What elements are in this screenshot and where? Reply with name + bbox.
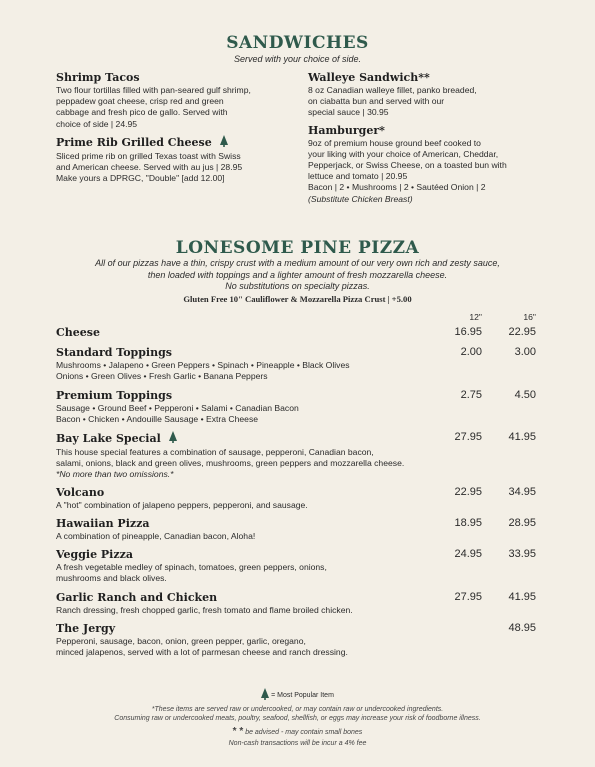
item-name: Hawaiian Pizza xyxy=(56,517,150,530)
price-16: 4.50 xyxy=(514,389,536,401)
pizza-item-cheese xyxy=(56,326,536,340)
pine-tree-icon xyxy=(261,688,269,702)
item-name: Cheese xyxy=(56,326,100,339)
item-desc-line: Sausage • Ground Beef • Pepperoni • Salami • Canadian Bacon xyxy=(56,403,299,413)
pizza-item-the-jergy xyxy=(56,622,536,658)
item-desc-line: Bacon | 2 • Mushrooms | 2 • Sautéed Onion | 2 xyxy=(308,182,486,193)
item-desc-line: Bacon • Chicken • Andouille Sausage • Extra Cheese xyxy=(56,414,259,425)
double-star: * * xyxy=(232,726,244,737)
bones-warning xyxy=(0,727,595,737)
price-12: 2.00 xyxy=(460,346,482,358)
item-desc-line: Mushrooms • Jalapeno • Green Peppers • Spinach • Pineapple • Black Olives xyxy=(56,360,350,370)
price-12: 22.95 xyxy=(454,486,482,498)
item-name: Shrimp Tacos xyxy=(56,71,140,84)
item-desc-line: Ranch dressing, fresh chopped garlic, fresh tomato and flame broiled chicken. xyxy=(56,605,353,615)
pizza-item-volcano xyxy=(56,486,536,511)
menu-item-hamburger xyxy=(308,124,558,205)
pizza-intro-line: No substitutions on specialty pizzas. xyxy=(225,281,370,291)
menu-item-shrimp-tacos xyxy=(56,71,296,130)
price-12: 27.95 xyxy=(454,591,482,603)
item-name: Hamburger* xyxy=(308,123,385,137)
item-name: Garlic Ranch and Chicken xyxy=(56,591,218,604)
gluten-free-note: Gluten Free 10" Cauliflower & Mozzarella Pizza Crust | +5.00 xyxy=(183,294,412,304)
price-16: 3.00 xyxy=(514,346,536,358)
item-desc-line: Make yours a DPRGC, "Double" [add 12.00] xyxy=(56,173,225,184)
item-desc-line: choice of side | 24.95 xyxy=(56,118,138,129)
item-name: Bay Lake Special xyxy=(56,432,161,445)
item-name: Walleye Sandwich** xyxy=(308,71,430,84)
price-16: 28.95 xyxy=(508,517,536,529)
item-desc-line: Pepperjack, or Swiss Cheese, on a toasted bun with xyxy=(308,160,507,171)
item-note: (Substitute Chicken Breast) xyxy=(308,193,413,204)
sandwiches-title: SANDWICHES xyxy=(226,33,369,53)
pizza-intro-line: then loaded with toppings and a lighter amount of fresh mozzarella cheese. xyxy=(147,269,448,280)
pizza-item-veggie xyxy=(56,548,536,584)
size-12-label: 12" xyxy=(469,312,482,322)
item-desc-line: A fresh vegetable medley of spinach, tomatoes, green peppers, onions, xyxy=(56,562,327,572)
item-desc-line: cabbage and fresh pico de gallo. Served with xyxy=(56,107,228,118)
pizza-item-garlic-ranch-chicken xyxy=(56,591,536,616)
item-desc-line: and American cheese. Served with au jus | 28.95 xyxy=(56,162,243,173)
pizza-intro xyxy=(0,258,595,293)
pizza-item-standard-toppings xyxy=(56,346,536,382)
price-16: 22.95 xyxy=(508,326,536,338)
item-desc-line: Onions • Green Olives • Fresh Garlic • Banana Peppers xyxy=(56,371,268,382)
price-12: 16.95 xyxy=(454,326,482,338)
item-desc-line: on ciabatta bun and served with our xyxy=(308,96,445,107)
item-desc-line: special sauce | 30.95 xyxy=(308,107,389,118)
item-desc-line: This house special features a combination of sausage, pepperoni, Canadian bacon, xyxy=(56,447,374,457)
item-name: Volcano xyxy=(56,486,105,499)
price-12: 24.95 xyxy=(454,548,482,560)
size-16-label: 16" xyxy=(523,312,536,322)
size-header xyxy=(56,312,536,324)
item-desc-line: lettuce and tomato | 20.95 xyxy=(308,171,408,182)
pizza-item-hawaiian xyxy=(56,517,536,542)
sandwiches-left-column xyxy=(56,71,296,189)
price-12: 27.95 xyxy=(454,431,482,443)
raw-warning-2: Consuming raw or undercooked meats, poultry, seafood, shellfish, or eggs may increase your risk of foodborne illness. xyxy=(114,715,481,722)
legend xyxy=(0,688,595,702)
price-16: 41.95 xyxy=(508,591,536,603)
item-desc-line: A combination of pineapple, Canadian bacon, Aloha! xyxy=(56,531,256,541)
pine-tree-icon xyxy=(220,135,228,151)
item-name: Veggie Pizza xyxy=(56,548,133,561)
item-desc-line: 9oz of premium house ground beef cooked to xyxy=(308,137,481,148)
bones-text: be advised - may contain small bones xyxy=(245,729,363,736)
item-desc-line: minced jalapenos, served with a lot of parmesan cheese and ranch dressing. xyxy=(56,647,348,658)
pizza-title: LONESOME PINE PIZZA xyxy=(175,238,420,258)
item-name: Standard Toppings xyxy=(56,346,172,359)
sandwiches-right-column xyxy=(308,71,558,210)
item-desc-line: salami, onions, black and green olives, mushrooms, green peppers and mozzarella cheese. xyxy=(56,458,405,469)
item-desc-line: peppadew goat cheese, crisp red and green xyxy=(56,96,224,107)
pizza-item-premium-toppings xyxy=(56,389,536,425)
item-desc-line: mushrooms and black olives. xyxy=(56,573,167,584)
item-desc-line: A "hot" combination of jalapeno peppers, pepperoni, and sausage. xyxy=(56,500,308,510)
pizza-item-bay-lake-special xyxy=(56,431,536,481)
item-name: Prime Rib Grilled Cheese xyxy=(56,135,212,149)
price-12: 2.75 xyxy=(460,389,482,401)
item-desc-line: Pepperoni, sausage, bacon, onion, green pepper, garlic, oregano, xyxy=(56,636,306,646)
menu-item-walleye-sandwich xyxy=(308,71,558,119)
fee-note: Non-cash transactions will be incur a 4% fee xyxy=(228,740,367,747)
menu-item-prime-rib-grilled-cheese xyxy=(56,135,296,185)
item-name: Premium Toppings xyxy=(56,389,173,402)
price-16: 41.95 xyxy=(508,431,536,443)
item-desc-line: Two flour tortillas filled with pan-seared gulf shrimp, xyxy=(56,85,251,95)
price-16: 48.95 xyxy=(508,622,536,634)
sandwiches-subtitle: Served with your choice of side. xyxy=(233,54,362,64)
item-desc-line: your liking with your choice of American, Cheddar, xyxy=(308,148,499,159)
item-desc-line: Sliced prime rib on grilled Texas toast with Swiss xyxy=(56,150,241,161)
price-16: 34.95 xyxy=(508,486,536,498)
raw-warning-1: *These items are served raw or undercooked, or may contain raw or undercooked ingredients. xyxy=(151,706,444,713)
item-name: The Jergy xyxy=(56,622,116,635)
legend-text: = Most Popular Item xyxy=(271,691,334,699)
pizza-intro-line: All of our pizzas have a thin, crispy crust with a medium amount of our very own rich and zesty sauce, xyxy=(95,258,500,268)
price-16: 33.95 xyxy=(508,548,536,560)
item-note: *No more than two omissions.* xyxy=(56,469,174,480)
price-12: 18.95 xyxy=(454,517,482,529)
item-desc-line: 8 oz Canadian walleye fillet, panko breaded, xyxy=(308,85,477,95)
pine-tree-icon xyxy=(169,431,177,447)
